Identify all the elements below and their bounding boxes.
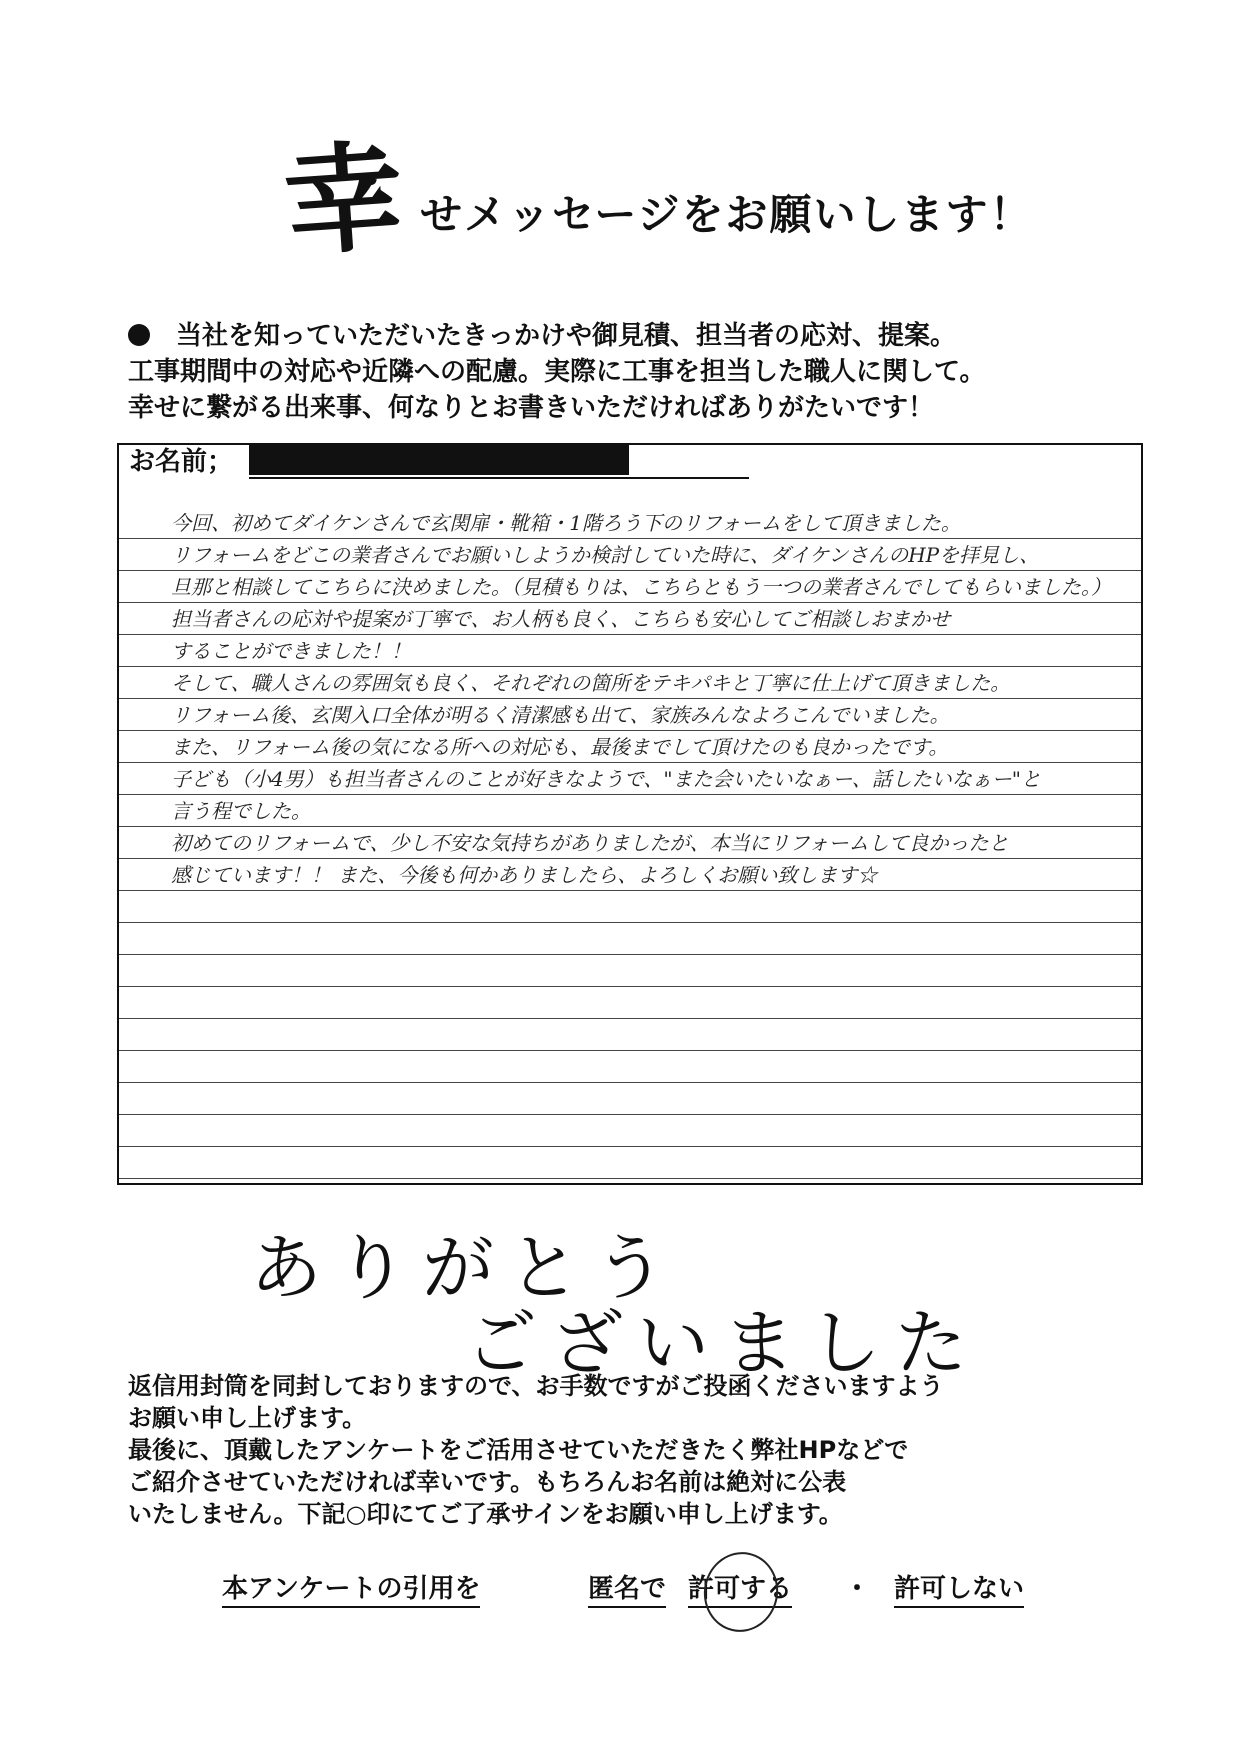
footer-line: ご紹介させていただければ幸いです。もちろんお名前は絶対に公表 xyxy=(128,1468,847,1496)
intro-text xyxy=(128,318,1108,426)
footer-line: いたしません。下記○印にてご了承サインをお願い申し上げます。 xyxy=(128,1500,843,1528)
comment-line: そして、職人さんの雰囲気も良く、それぞれの箇所をテキパキと丁寧に仕上げて頂きました。 xyxy=(171,671,1011,695)
comment-line: また、リフォーム後の気になる所への対応も、最後までして頂けたのも良かったです。 xyxy=(171,735,949,759)
thanks-line-2: ございました xyxy=(465,1301,982,1385)
comment-line: 初めてのリフォームで、少し不安な気持ちがありましたが、本当にリフォームして良かったと xyxy=(171,831,1009,855)
comment-line: 言う程でした。 xyxy=(171,799,311,823)
comment-line: 子ども（小4男）も担当者さんのことが好きなようで、"また会いたいなぁー、話したいなぁー"と xyxy=(171,767,1041,791)
footer-line: 返信用封筒を同封しておりますので、お手数ですがご投函くださいますよう xyxy=(128,1372,944,1400)
thanks-line-1: ありがとう xyxy=(250,1226,681,1310)
footer-text xyxy=(128,1370,1118,1530)
handwritten-comment xyxy=(171,507,1131,891)
intro-line: 当社を知っていただいたきっかけや御見積、担当者の応対、提案。 xyxy=(128,318,1108,354)
comment-line: 感じています！！ また、今後も何かありましたら、よろしくお願い致します☆ xyxy=(171,863,878,887)
consent-allow-option[interactable]: 許可する xyxy=(688,1572,792,1608)
title-text: せメッセージをお願いします！ xyxy=(420,190,1034,239)
thanks-calligraphy xyxy=(250,1210,1050,1385)
consent-label: 本アンケートの引用を xyxy=(222,1572,480,1608)
name-redaction xyxy=(249,445,629,475)
comment-line: 担当者さんの応対や提案が丁寧で、お人柄も良く、こちらも安心してご相談しおまかせ xyxy=(171,607,951,631)
consent-separator: ・ xyxy=(844,1574,871,1604)
consent-row xyxy=(222,1572,1102,1612)
intro-line: 工事期間中の対応や近隣への配慮。実際に工事を担当した職人に関して。 xyxy=(128,357,986,387)
name-underline xyxy=(249,477,749,479)
consent-deny-option[interactable]: 許可しない xyxy=(894,1572,1024,1608)
comment-line: リフォームをどこの業者さんでお願いしようか検討していた時に、ダイケンさんのHPを拝見し、 xyxy=(171,543,1040,567)
footer-line: 最後に、頂戴したアンケートをご活用させていただきたく弊社HPなどで xyxy=(128,1436,909,1464)
title-calligraphy-char: 幸 xyxy=(280,126,404,273)
comment-line: リフォーム後、玄関入口全体が明るく清潔感も出て、家族みんなよろこんでいました。 xyxy=(171,703,950,727)
page-title xyxy=(280,126,1045,273)
bullet-icon xyxy=(128,324,150,346)
intro-line: 幸せに繋がる出来事、何なりとお書きいただければありがたいです！ xyxy=(128,393,935,423)
name-label: お名前； xyxy=(129,447,234,477)
selection-circle-mark xyxy=(696,1545,785,1639)
footer-line: お願い申し上げます。 xyxy=(128,1404,367,1432)
comment-line: 旦那と相談してこちらに決めました。（見積もりは、こちらともう一つの業者さんでしてもらいました。） xyxy=(171,575,1111,599)
consent-anonymous: 匿名で xyxy=(588,1572,666,1608)
comment-line: することができました！！ xyxy=(171,639,411,663)
comment-line: 今回、初めてダイケンさんで玄関扉・靴箱・1階ろう下のリフォームをして頂きました。 xyxy=(171,511,961,535)
comment-box xyxy=(117,443,1143,1185)
